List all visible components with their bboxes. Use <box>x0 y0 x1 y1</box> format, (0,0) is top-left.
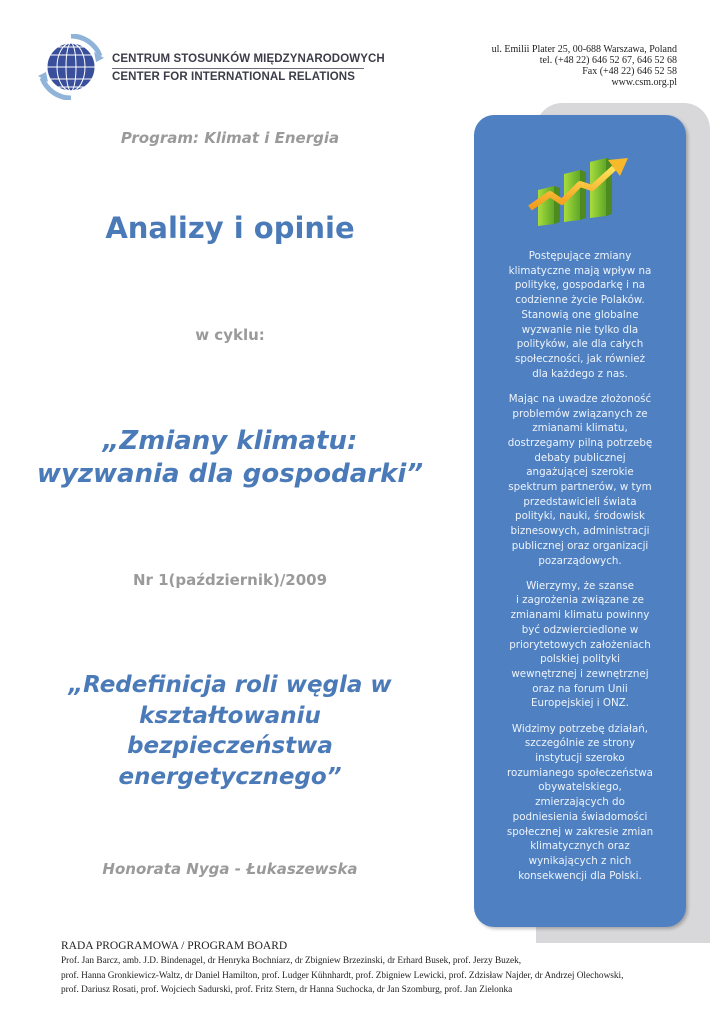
panel-paragraph-line: pozarządowych. <box>538 554 622 567</box>
growth-chart-icon <box>528 148 632 228</box>
panel-paragraph-line: przedstawicieli świata <box>523 495 637 508</box>
panel-paragraph-line: wynikających z nich <box>528 854 632 867</box>
series-topic-line: wyzwania dla gospodarki” <box>36 459 424 489</box>
panel-paragraph-line: Postępujące zmiany <box>528 250 632 262</box>
panel-paragraph-line: wyzwanie nie tylko dla <box>521 323 639 336</box>
panel-paragraph-line: konsekwencji dla Polski. <box>518 869 642 882</box>
program-board-title: RADA PROGRAMOWA / PROGRAM BOARD <box>61 940 288 952</box>
panel-paragraph-line: polityków, ale dla całych <box>516 338 644 351</box>
panel-paragraph-line: politykę, gospodarkę i na <box>514 279 646 292</box>
program-board <box>61 939 681 998</box>
panel-paragraph <box>488 579 672 711</box>
issue-number: Nr 1(październik)/2009 <box>132 571 328 589</box>
panel-paragraph-line: instytucji szeroko <box>535 752 625 764</box>
panel-paragraph-line: zmierzających do <box>535 796 625 809</box>
series-topic <box>0 425 460 491</box>
paper-title-line: bezpieczeństwa <box>127 733 333 759</box>
paper-title-line: kształtowaniu <box>139 702 321 729</box>
series-topic-line: „Zmiany klimatu: <box>102 426 358 456</box>
program-board-members: prof. Hanna Gronkiewicz-Waltz, dr Daniel Hamilton, prof. Ludger Kühnhardt, prof. Zbigniew Lewicki, prof. Zdzisław Najder, dr Andrzej Olechowski, <box>61 970 624 981</box>
panel-paragraph-line: Widzimy potrzebę działań, <box>511 722 649 735</box>
panel-paragraph-line: priorytetowych założeniach <box>509 638 651 651</box>
program-board-members: prof. Dariusz Rosati, prof. Wojciech Sadurski, prof. Fritz Stern, dr Hanna Suchocka, dr Jan Szomburg, prof. Jan Zielonka <box>61 985 513 996</box>
panel-paragraph <box>488 249 672 381</box>
panel-paragraph-line: polityki, nauki, środowisk <box>515 510 645 523</box>
author-name: Honorata Nyga - Łukaszewska <box>102 860 358 878</box>
paper-title-line: energetycznego” <box>118 763 342 790</box>
panel-paragraph-line: dostrzegamy pilną potrzebę <box>507 436 653 449</box>
panel-paragraph-line: zmianami klimatu powinny <box>510 609 650 622</box>
address-phone: tel. (+48 22) 646 52 67, 646 52 68 <box>539 55 677 66</box>
panel-paragraph <box>488 722 672 884</box>
panel-paragraph-line: debaty publicznej <box>534 451 626 464</box>
contact-address <box>492 44 677 88</box>
organization-name-en: CENTER FOR INTERNATIONAL RELATIONS <box>112 71 355 83</box>
paper-title <box>0 670 460 792</box>
panel-paragraph-line: publicznej oraz organizacji <box>511 539 649 552</box>
cycle-label: w cyklu: <box>195 326 265 344</box>
panel-paragraph-line: rozumianego społeczeństwa <box>507 766 653 779</box>
panel-paragraph-line: być odzwierciedlone w <box>521 623 639 636</box>
panel-text <box>488 249 672 894</box>
panel-paragraph-line: problemów związanych ze <box>512 407 648 420</box>
panel-paragraph-line: zmianami klimatu, <box>532 422 628 435</box>
panel-paragraph-line: dla każdego z nas. <box>532 367 628 380</box>
panel-paragraph-line: codzienne życie Polaków. <box>515 294 645 307</box>
panel-paragraph-line: szczególnie ze strony <box>524 737 636 750</box>
panel-paragraph-line: biznesowych, administracji <box>510 525 650 538</box>
panel-paragraph-line: spektrum partnerów, w tym <box>508 481 652 494</box>
panel-paragraph-line: społeczności, jak również <box>514 352 646 365</box>
panel-paragraph-line: społecznej w zakresie zmian <box>506 825 654 838</box>
panel-paragraph <box>488 392 672 568</box>
panel-paragraph-line: angażującej szerokie <box>526 466 634 479</box>
address-street: ul. Emilii Plater 25, 00-688 Warszawa, Poland <box>491 44 677 55</box>
panel-paragraph-line: Europejskiej i ONZ. <box>531 697 629 710</box>
panel-paragraph-line: podniesienia świadomości <box>512 810 648 823</box>
panel-paragraph-line: klimatycznych oraz <box>530 840 630 853</box>
panel-paragraph-line: Wierzymy, że szanse <box>526 579 634 592</box>
panel-paragraph-line: Stanowią one globalne <box>521 308 639 321</box>
program-board-members: Prof. Jan Barcz, amb. J.D. Bindenagel, dr Henryka Bochniarz, dr Zbigniew Brzezinski, dr Erhard Busek, prof. Jerzy Buzek, <box>61 956 522 966</box>
organization-name-pl: CENTRUM STOSUNKÓW MIĘDZYNARODOWYCH <box>112 53 385 65</box>
program-label: Program: Klimat i Energia <box>120 129 340 147</box>
panel-paragraph-line: Mając na uwadze złożoność <box>508 392 652 405</box>
paper-title-line: „Redefinicja roli węgla w <box>68 672 392 698</box>
panel-paragraph-line: polskiej polityki <box>540 653 620 666</box>
panel-paragraph-line: oraz na forum Unii <box>532 682 628 695</box>
panel-paragraph-line: klimatyczne mają wpływ na <box>508 264 652 277</box>
page-title: Analizy i opinie <box>105 211 355 245</box>
panel-paragraph-line: i zagrożenia związane ze <box>516 594 644 607</box>
panel-paragraph-line: obywatelskiego, <box>538 781 622 794</box>
address-fax: Fax (+48 22) 646 52 58 <box>582 66 677 77</box>
panel-paragraph-line: wewnętrznej i zewnętrznej <box>511 667 649 680</box>
address-website: www.csm.org.pl <box>611 77 677 88</box>
